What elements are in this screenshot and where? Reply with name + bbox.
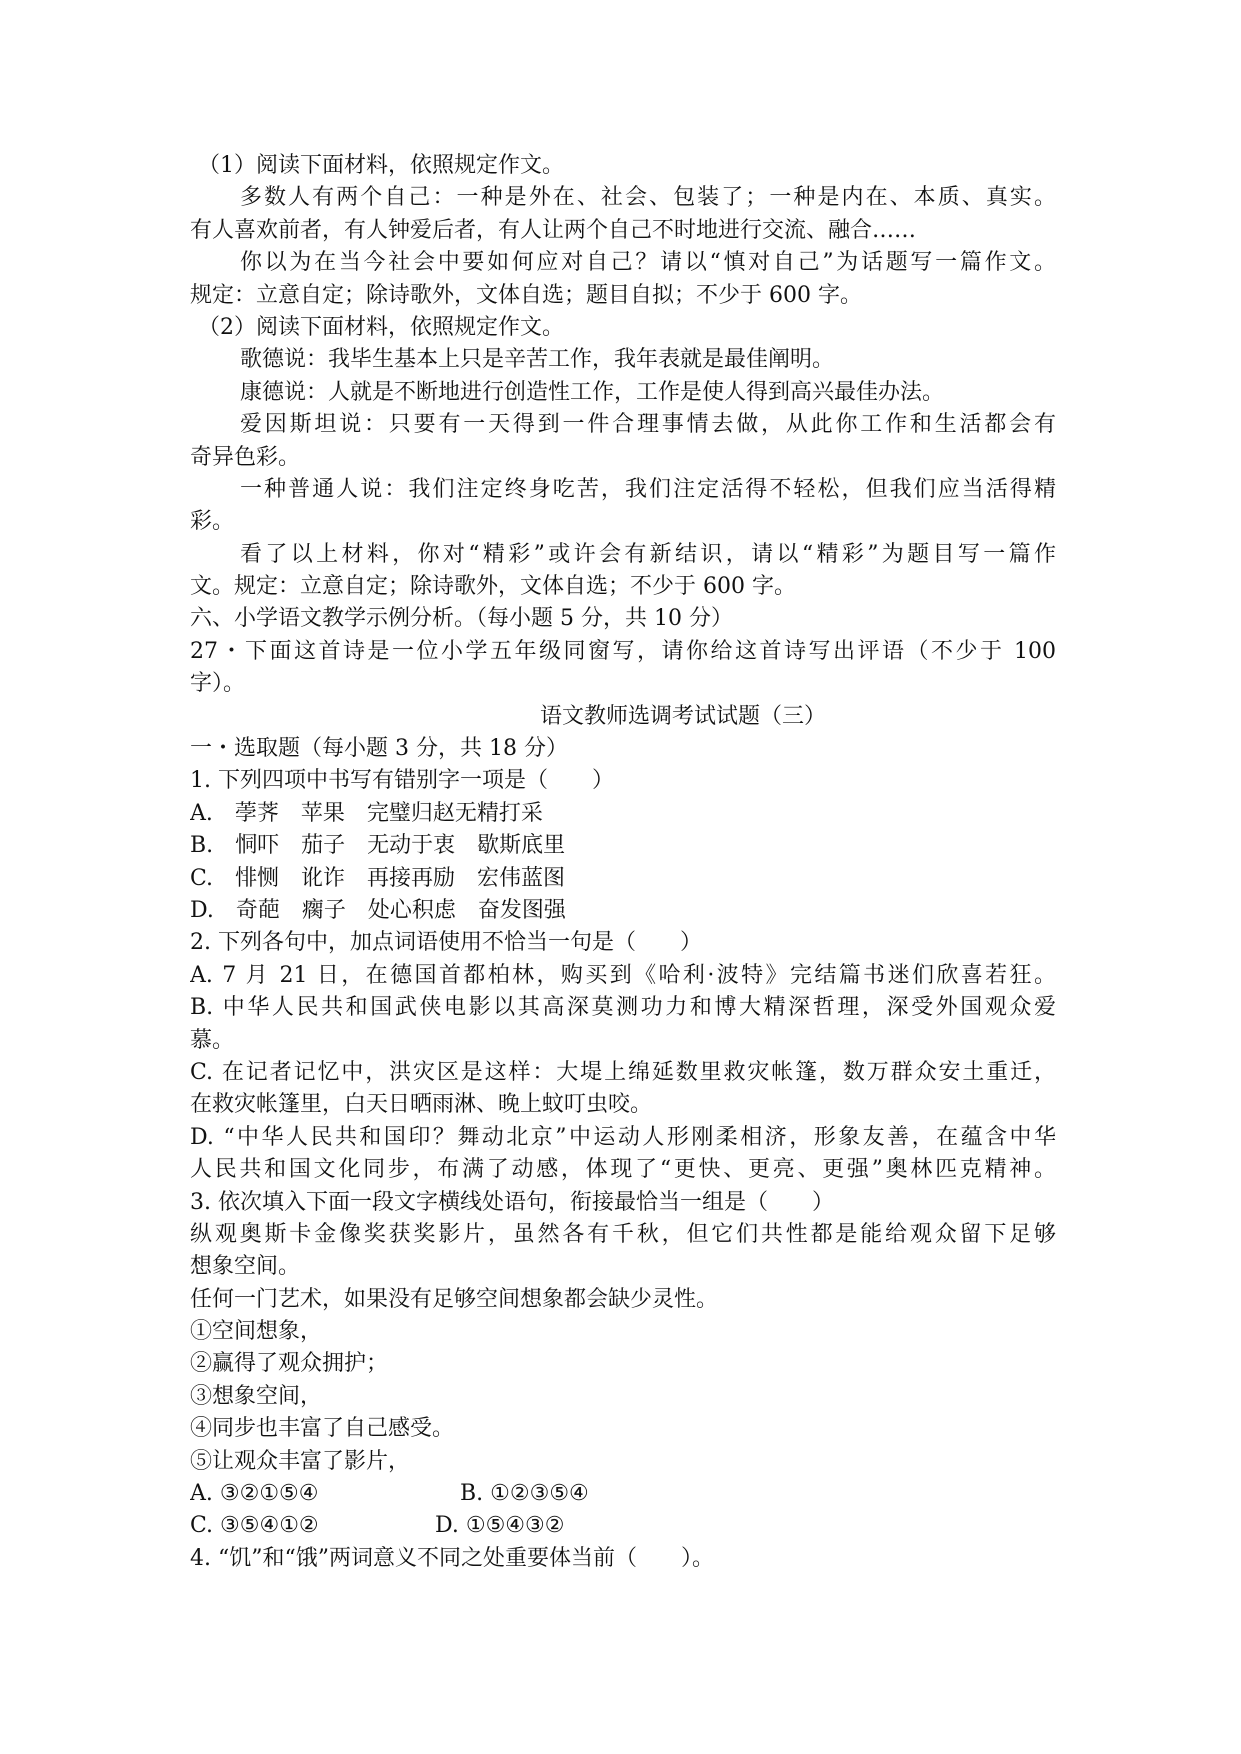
- text-line: 文。规定：立意自定；除诗歌外，文体自选；不少于 600 字。: [190, 574, 796, 600]
- sentence-item: ①空间想象，: [190, 1319, 323, 1345]
- section-heading: 六、小学语文教学示例分析。（每小题 5 分，共 10 分）: [190, 606, 733, 632]
- answer-option: D. ①⑤④③②: [435, 1513, 565, 1539]
- question-stem: 2. 下列各句中，加点词语使用不恰当一句是（ ）: [190, 930, 702, 956]
- text-line: 一种普通人说：我们注定终身吃苦，我们注定活得不轻松，但我们应当活得精: [240, 476, 1056, 502]
- text-line: 爱因斯坦说：只要有一天得到一件合理事情去做，从此你工作和生活都会有: [240, 412, 1056, 438]
- text-line: 看了以上材料，你对“精彩”或许会有新结识，请以“精彩”为题目写一篇作: [240, 541, 1056, 567]
- answer-option: A. 荸荠 苹果 完璧归赵无精打采: [190, 800, 543, 826]
- answer-option: B. ①②③⑤④: [460, 1481, 589, 1507]
- answer-option: D. “中华人民共和国印？舞动北京”中运动人形刚柔相济，形象友善，在蕴含中华: [190, 1124, 1056, 1150]
- text-line: 人民共和国文化同步，布满了动感，体现了“更快、更亮、更强”奥林匹克精神。: [190, 1157, 1056, 1183]
- exam-title: 语文教师选调考试试题（三）: [539, 703, 826, 729]
- text-line: 想象空间。: [190, 1254, 301, 1280]
- text-line: 纵观奥斯卡金像奖获奖影片，虽然各有千秋，但它们共性都是能给观众留下足够: [190, 1221, 1056, 1247]
- text-line: 有人喜欢前者，有人钟爱后者，有人让两个自己不时地进行交流、融合……: [190, 217, 917, 243]
- text-line: 多数人有两个自己：一种是外在、社会、包装了；一种是内在、本质、真实。: [240, 185, 1056, 211]
- question-stem: 1. 下列四项中书写有错别字一项是（ ）: [190, 768, 614, 794]
- text-line: 彩。: [190, 509, 235, 535]
- answer-option: B. 恫吓 茄子 无动于衷 歇斯底里: [190, 833, 566, 859]
- text-line: 在救灾帐篷里，白天日晒雨淋、晚上蚊叮虫咬。: [190, 1092, 653, 1118]
- text-line: 奇异色彩。: [190, 444, 301, 470]
- sentence-item: ③想象空间，: [190, 1383, 323, 1409]
- text-line: 你以为在当今社会中要如何应对自己？请以“慎对自己”为话题写一篇作文。: [240, 250, 1056, 276]
- text-line: 字）。: [190, 671, 246, 697]
- answer-option: C. 在记者记忆中，洪灾区是这样：大堤上绵延数里救灾帐篷，数万群众安土重迁，: [190, 1059, 1056, 1085]
- section-heading: 一・选取题（每小题 3 分，共 18 分）: [190, 736, 568, 762]
- text-line: 康德说：人就是不断地进行创造性工作，工作是使人得到高兴最佳办法。: [240, 379, 945, 405]
- question-stem: 3. 依次填入下面一段文字横线处语句，衔接最恰当一组是（ ）: [190, 1189, 834, 1215]
- answer-option-row: [190, 1478, 1056, 1510]
- answer-option: A. ③②①⑤④: [190, 1481, 319, 1507]
- answer-option: C. 悱恻 讹诈 再接再励 宏伟蓝图: [190, 865, 566, 891]
- sentence-item: ④同步也丰富了自己感受。: [190, 1416, 455, 1442]
- sentence-item: ②赢得了观众拥护；: [190, 1351, 389, 1377]
- text-line: 慕。: [190, 1027, 235, 1053]
- answer-option: B. 中华人民共和国武侠电影以其高深莫测功力和博大精深哲理，深受外国观众爱: [190, 995, 1056, 1021]
- sentence-item: ⑤让观众丰富了影片，: [190, 1448, 411, 1474]
- text-line: （1）阅读下面材料，依照规定作文。: [198, 153, 564, 178]
- question-stem: 4. “饥”和“饿”两词意义不同之处重要体当前（ ）。: [190, 1545, 714, 1571]
- answer-option: C. ③⑤④①②: [190, 1513, 319, 1539]
- answer-option-row: [190, 1510, 1056, 1542]
- text-line: 歌德说：我毕生基本上只是辛苦工作，我年表就是最佳阐明。: [240, 347, 835, 373]
- text-line: （2）阅读下面材料，依照规定作文。: [198, 314, 564, 340]
- answer-option: D. 奇葩 瘸子 处心积虑 奋发图强: [190, 897, 566, 923]
- answer-option: A. 7 月 21 日，在德国首都柏林，购买到《哈利·波特》完结篇书迷们欣喜若狂。: [190, 962, 1056, 988]
- text-line: 规定：立意自定；除诗歌外，文体自选；题目自拟；不少于 600 字。: [190, 282, 862, 308]
- question-stem: 27・下面这首诗是一位小学五年级同窗写，请你给这首诗写出评语（不少于 100: [190, 638, 1056, 664]
- text-line: 任何一门艺术，如果没有足够空间想象都会缺少灵性。: [190, 1286, 719, 1312]
